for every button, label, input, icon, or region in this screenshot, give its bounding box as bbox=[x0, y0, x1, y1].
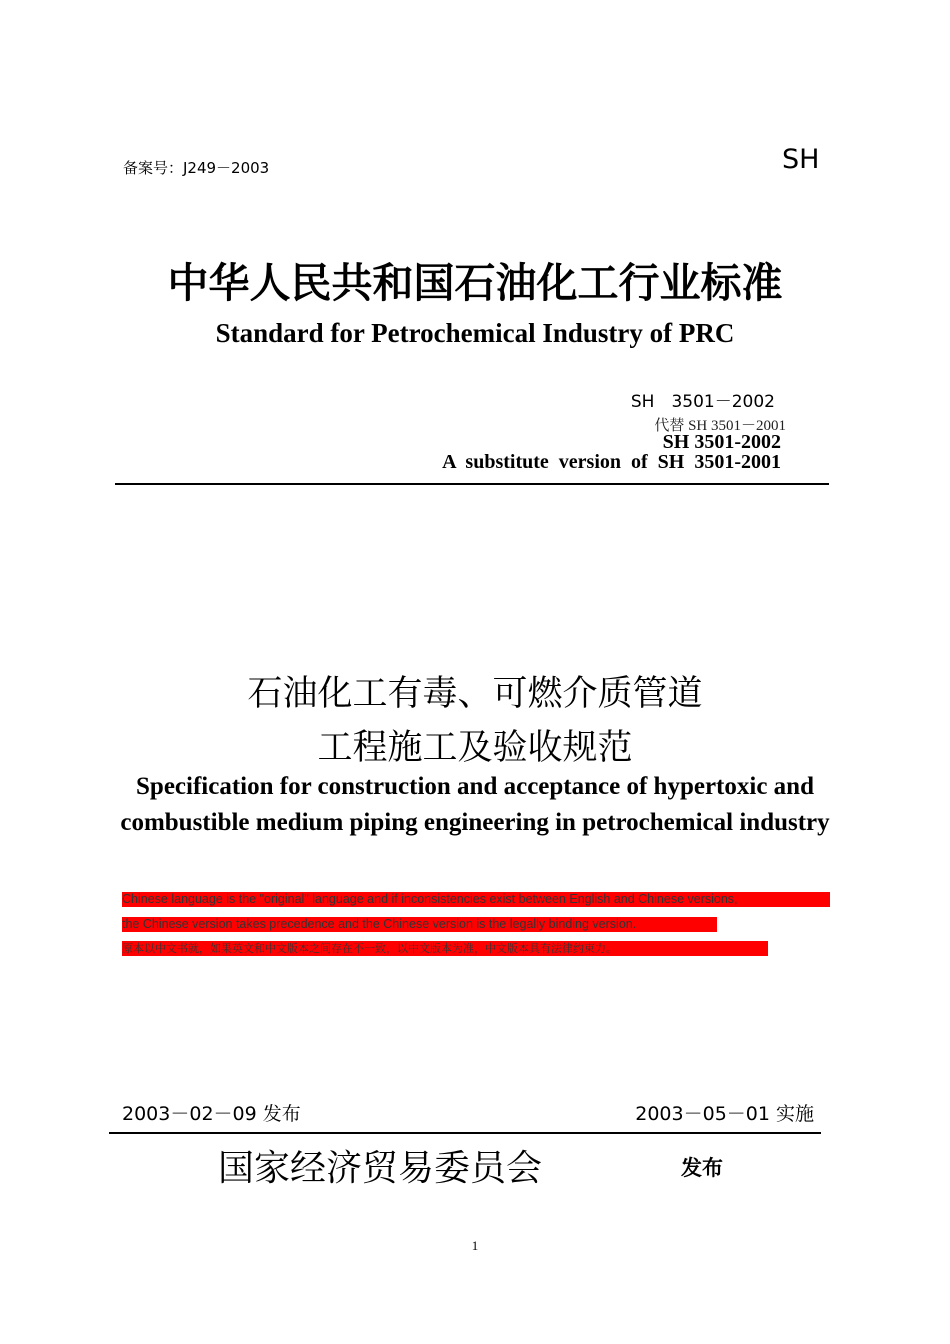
footer-divider bbox=[109, 1132, 821, 1134]
industry-title-en: Standard for Petrochemical Industry of PRC bbox=[215, 318, 735, 348]
publisher-action: 发布 bbox=[681, 1156, 723, 1180]
doc-title-zh-line2: 工程施工及验收规范 bbox=[317, 728, 633, 768]
issue-date: 2003－02－09 发布 bbox=[122, 1103, 301, 1125]
notice-line-3: 原本以中文书就，如果英文和中文版本之间存在不一致，以中文版本为准，中文版本具有法律约束力。 bbox=[122, 941, 768, 956]
effective-date: 2003－05－01 实施 bbox=[635, 1103, 814, 1125]
standard-number-zh: SH 3501－2002 bbox=[630, 392, 775, 412]
filing-number: 备案号：J249－2003 bbox=[123, 159, 270, 177]
replaces-en: A substitute version of SH 3501-2001 bbox=[442, 451, 781, 473]
replaces-zh: 代替 SH 3501－2001 bbox=[654, 418, 786, 434]
notice-line-2: the Chinese version takes precedence and the Chinese version is the legally binding version. bbox=[122, 917, 717, 932]
standard-number-en: SH 3501-2002 bbox=[662, 431, 781, 453]
page-number: 1 bbox=[471, 1238, 479, 1253]
doc-title-en-line2: combustible medium piping engineering in petrochemical industry bbox=[120, 809, 830, 836]
notice-line-1: Chinese language is the "original" language and if inconsistencies exist between English and Chinese versions, bbox=[122, 892, 830, 907]
doc-title-zh-line1: 石油化工有毒、可燃介质管道 bbox=[247, 674, 703, 714]
publisher-name: 国家经济贸易委员会 bbox=[218, 1148, 543, 1188]
doc-title-en-line1: Specification for construction and acceptance of hypertoxic and bbox=[136, 773, 814, 800]
standard-code: SH bbox=[782, 144, 820, 175]
industry-title-zh: 中华人民共和国石油化工行业标准 bbox=[167, 259, 783, 307]
header-divider bbox=[115, 483, 829, 485]
